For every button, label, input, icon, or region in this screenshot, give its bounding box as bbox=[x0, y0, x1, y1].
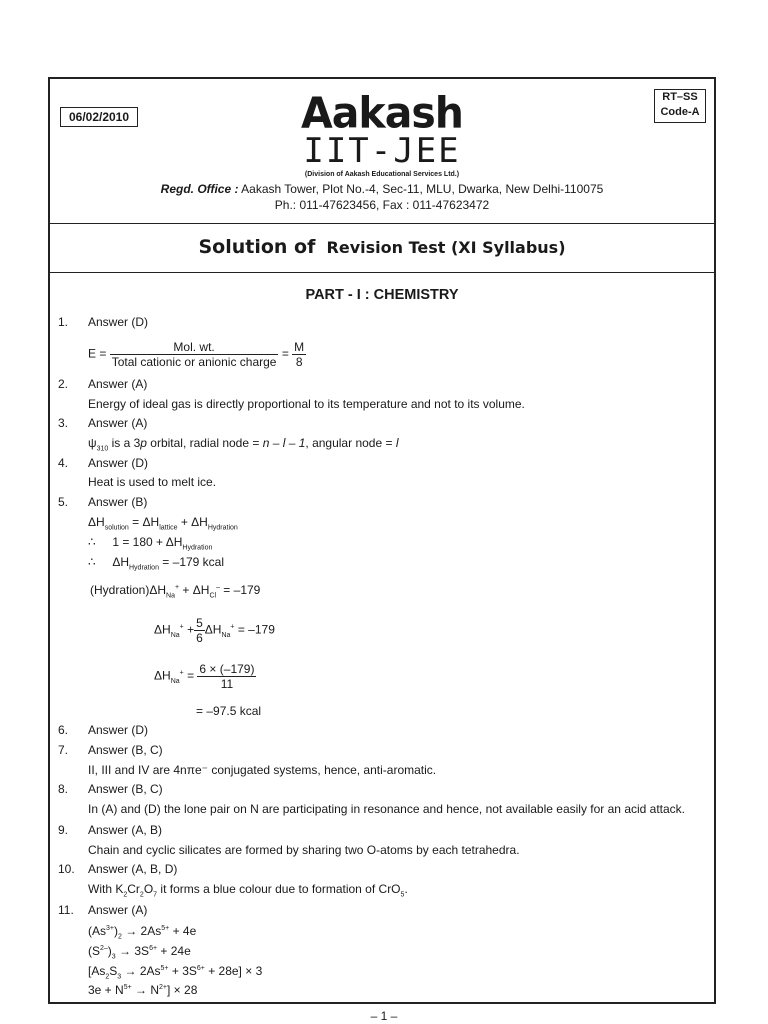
h4c: = –179 bbox=[219, 583, 261, 597]
h6-frac bbox=[197, 662, 256, 691]
h1: ΔH bbox=[88, 515, 105, 529]
h-line4 bbox=[90, 581, 260, 603]
t3e: orbital, radial node = bbox=[146, 436, 263, 450]
q4-answer: Answer (D) bbox=[88, 456, 149, 470]
t3b: 310 bbox=[96, 445, 109, 453]
q4-text: Heat is used to melt ice. bbox=[88, 475, 217, 489]
q2-num: 2. bbox=[58, 377, 69, 391]
h-line7: = –97.5 kcal bbox=[196, 704, 262, 718]
logo-iitjee: IIT-JEE bbox=[303, 131, 461, 171]
regd-label: Regd. Office : bbox=[160, 182, 239, 196]
q8-text: In (A) and (D) the lone pair on N are participating in resonance and hence, not available easily for an acid attack. bbox=[88, 802, 686, 816]
phone-fax: Ph.: 011-47623456, Fax : 011-47623472 bbox=[274, 198, 490, 212]
r3c: → 2As bbox=[121, 964, 161, 978]
e-8: 8 bbox=[295, 355, 303, 369]
q9-answer: Answer (A, B) bbox=[88, 823, 163, 837]
h5a: ΔH bbox=[154, 622, 171, 637]
h1c: + ΔH bbox=[177, 515, 208, 529]
q7-answer: Answer (B, C) bbox=[88, 743, 163, 757]
h-line5 bbox=[154, 616, 275, 645]
h6num: 6 × (–179) bbox=[199, 662, 255, 676]
h1s: solution bbox=[104, 524, 129, 532]
r2d: + 24e bbox=[157, 944, 191, 958]
q11-num: 11. bbox=[58, 903, 74, 917]
title-a: Solution of bbox=[198, 236, 316, 258]
t3d: p bbox=[140, 436, 147, 450]
code-line-1: RT–SS bbox=[662, 91, 698, 103]
q7-num: 7. bbox=[58, 743, 69, 757]
h4sup2: – bbox=[216, 584, 220, 591]
h5b: + bbox=[183, 622, 195, 637]
part-heading: PART - I : CHEMISTRY bbox=[305, 287, 459, 303]
e-num: Mol. wt. bbox=[110, 340, 279, 355]
q7-text: II, III and IV are 4nπe⁻ conjugated systems, hence, anti-aromatic. bbox=[88, 763, 437, 777]
m-frac bbox=[292, 340, 306, 369]
r3a: [As bbox=[88, 964, 106, 978]
h3c: = –179 kcal bbox=[158, 555, 225, 569]
q11-answer: Answer (A) bbox=[88, 903, 148, 917]
r3b: S bbox=[109, 964, 118, 978]
q8-num: 8. bbox=[58, 782, 69, 796]
solution-title bbox=[50, 223, 714, 273]
h5s2: Na bbox=[221, 632, 231, 640]
r2sup: 2– bbox=[100, 945, 108, 952]
h-line2 bbox=[88, 535, 212, 555]
q1-answer: Answer (D) bbox=[88, 315, 149, 329]
r-line4 bbox=[88, 981, 197, 997]
t3g: , angular node = bbox=[305, 436, 396, 450]
h6sup: + bbox=[179, 669, 184, 677]
r3sup2: 6+ bbox=[196, 965, 205, 972]
t3c: is a 3 bbox=[108, 436, 141, 450]
r1c: → 2As bbox=[121, 924, 162, 938]
h5s1: Na bbox=[170, 632, 180, 640]
q3-num: 3. bbox=[58, 416, 69, 430]
q10-text bbox=[88, 882, 408, 902]
r2c: → 3S bbox=[115, 944, 150, 958]
t10d: it forms a blue colour due to formation of CrO bbox=[157, 882, 401, 896]
date-box: 06/02/2010 bbox=[60, 107, 138, 127]
t10b: Cr bbox=[127, 882, 140, 896]
r2a: (S bbox=[88, 944, 100, 958]
r1s: 2 bbox=[117, 933, 122, 941]
t10s2: 2 bbox=[139, 891, 144, 899]
h4a: (Hydration)ΔH bbox=[90, 583, 167, 597]
r3d: + 3S bbox=[168, 964, 197, 978]
r1d: + 4e bbox=[169, 924, 197, 938]
q2-answer: Answer (A) bbox=[88, 377, 148, 391]
r2s: 3 bbox=[111, 953, 116, 961]
r2b: ) bbox=[107, 944, 112, 958]
h6den: 11 bbox=[220, 677, 234, 691]
e-m: M bbox=[294, 340, 305, 354]
h4b: + ΔH bbox=[179, 583, 210, 597]
t3h: l bbox=[395, 436, 399, 450]
h3b: ΔH bbox=[112, 555, 129, 569]
r4sup1: 5+ bbox=[123, 984, 132, 991]
r4b: → N bbox=[131, 983, 160, 997]
q10-answer: Answer (A, B, D) bbox=[88, 862, 178, 876]
t10e: . bbox=[404, 882, 408, 896]
q8-answer: Answer (B, C) bbox=[88, 782, 163, 796]
h5num: 5 bbox=[196, 616, 203, 630]
e-frac bbox=[110, 340, 279, 369]
h3a: ∴ bbox=[88, 555, 96, 569]
division-text: (Division of Aakash Educational Services Ltd.) bbox=[304, 171, 460, 178]
q9-text: Chain and cyclic silicates are formed by sharing two O-atoms by each tetrahedra. bbox=[88, 843, 520, 857]
h6s: Na bbox=[170, 678, 180, 686]
q5-answer: Answer (B) bbox=[88, 495, 148, 509]
r1a: (As bbox=[88, 924, 106, 938]
r1b: ) bbox=[113, 924, 118, 938]
e-eq: = bbox=[281, 346, 289, 361]
h2s: Hydration bbox=[182, 544, 213, 552]
q1-formula bbox=[88, 340, 306, 369]
h4s1: Na bbox=[166, 592, 175, 600]
t10c: O bbox=[143, 882, 154, 896]
t3a: ψ bbox=[88, 436, 97, 450]
q4-num: 4. bbox=[58, 456, 69, 470]
r1sup: 3+ bbox=[106, 925, 114, 932]
h5d: = –179 bbox=[234, 622, 275, 637]
header bbox=[50, 79, 714, 224]
t3f: n – l – 1 bbox=[262, 436, 306, 450]
t10a: With K bbox=[88, 882, 124, 896]
h1bs: lattice bbox=[159, 524, 178, 532]
h-line1 bbox=[88, 515, 238, 535]
h5den: 6 bbox=[196, 631, 203, 645]
page-number: – 1 – bbox=[370, 1009, 398, 1023]
r4c: ] × 28 bbox=[167, 983, 198, 997]
regd-address: Aakash Tower, Plot No.-4, Sec-11, MLU, Dwarka, New Delhi-110075 bbox=[241, 182, 604, 196]
q10-num: 10. bbox=[58, 862, 75, 876]
t10s1: 2 bbox=[123, 891, 128, 899]
r4sup2: 2+ bbox=[159, 984, 168, 991]
h5sup2: + bbox=[230, 623, 235, 631]
q1-num: 1. bbox=[58, 315, 69, 329]
r4a: 3e + N bbox=[88, 983, 124, 997]
q6-num: 6. bbox=[58, 723, 69, 737]
q3-text bbox=[88, 436, 398, 456]
h1cs: Hydration bbox=[207, 524, 238, 532]
q6-answer: Answer (D) bbox=[88, 723, 149, 737]
code-line-2: Code-A bbox=[660, 106, 700, 118]
h6b: = bbox=[183, 668, 195, 683]
t10s3: 7 bbox=[153, 891, 158, 899]
h4s2: Cl bbox=[209, 592, 217, 600]
q3-answer: Answer (A) bbox=[88, 416, 148, 430]
q2-text: Energy of ideal gas is directly proportional to its temperature and not to its volume. bbox=[88, 397, 525, 411]
q5-num: 5. bbox=[58, 495, 69, 509]
h4sup1: + bbox=[174, 584, 180, 591]
h5c: ΔH bbox=[204, 622, 222, 637]
e-den: Total cationic or anionic charge bbox=[111, 355, 277, 369]
r3sup1: 5+ bbox=[160, 965, 169, 972]
r3s1: 2 bbox=[105, 973, 110, 981]
h1b: = ΔH bbox=[128, 515, 160, 529]
h-line6 bbox=[154, 662, 256, 691]
r3e: + 28e] × 3 bbox=[204, 964, 263, 978]
h5-frac bbox=[194, 616, 205, 645]
e-lhs: E = bbox=[88, 346, 107, 361]
t10s4: 5 bbox=[400, 891, 405, 899]
title-b: Revision Test (XI Syllabus) bbox=[326, 238, 566, 257]
q9-num: 9. bbox=[58, 823, 69, 837]
h-line3 bbox=[88, 555, 224, 575]
h6a: ΔH bbox=[154, 668, 171, 683]
r2sup2: 6+ bbox=[149, 945, 158, 952]
regd-office bbox=[50, 182, 714, 196]
h3s: Hydration bbox=[129, 564, 159, 572]
r3s2: 3 bbox=[117, 973, 122, 981]
h5sup1: + bbox=[179, 623, 184, 631]
logo-aakash: Aakash bbox=[301, 87, 463, 139]
r1sup2: 5+ bbox=[161, 925, 170, 932]
h2b: 1 = 180 + ΔH bbox=[112, 535, 183, 549]
h2a: ∴ bbox=[88, 535, 96, 549]
